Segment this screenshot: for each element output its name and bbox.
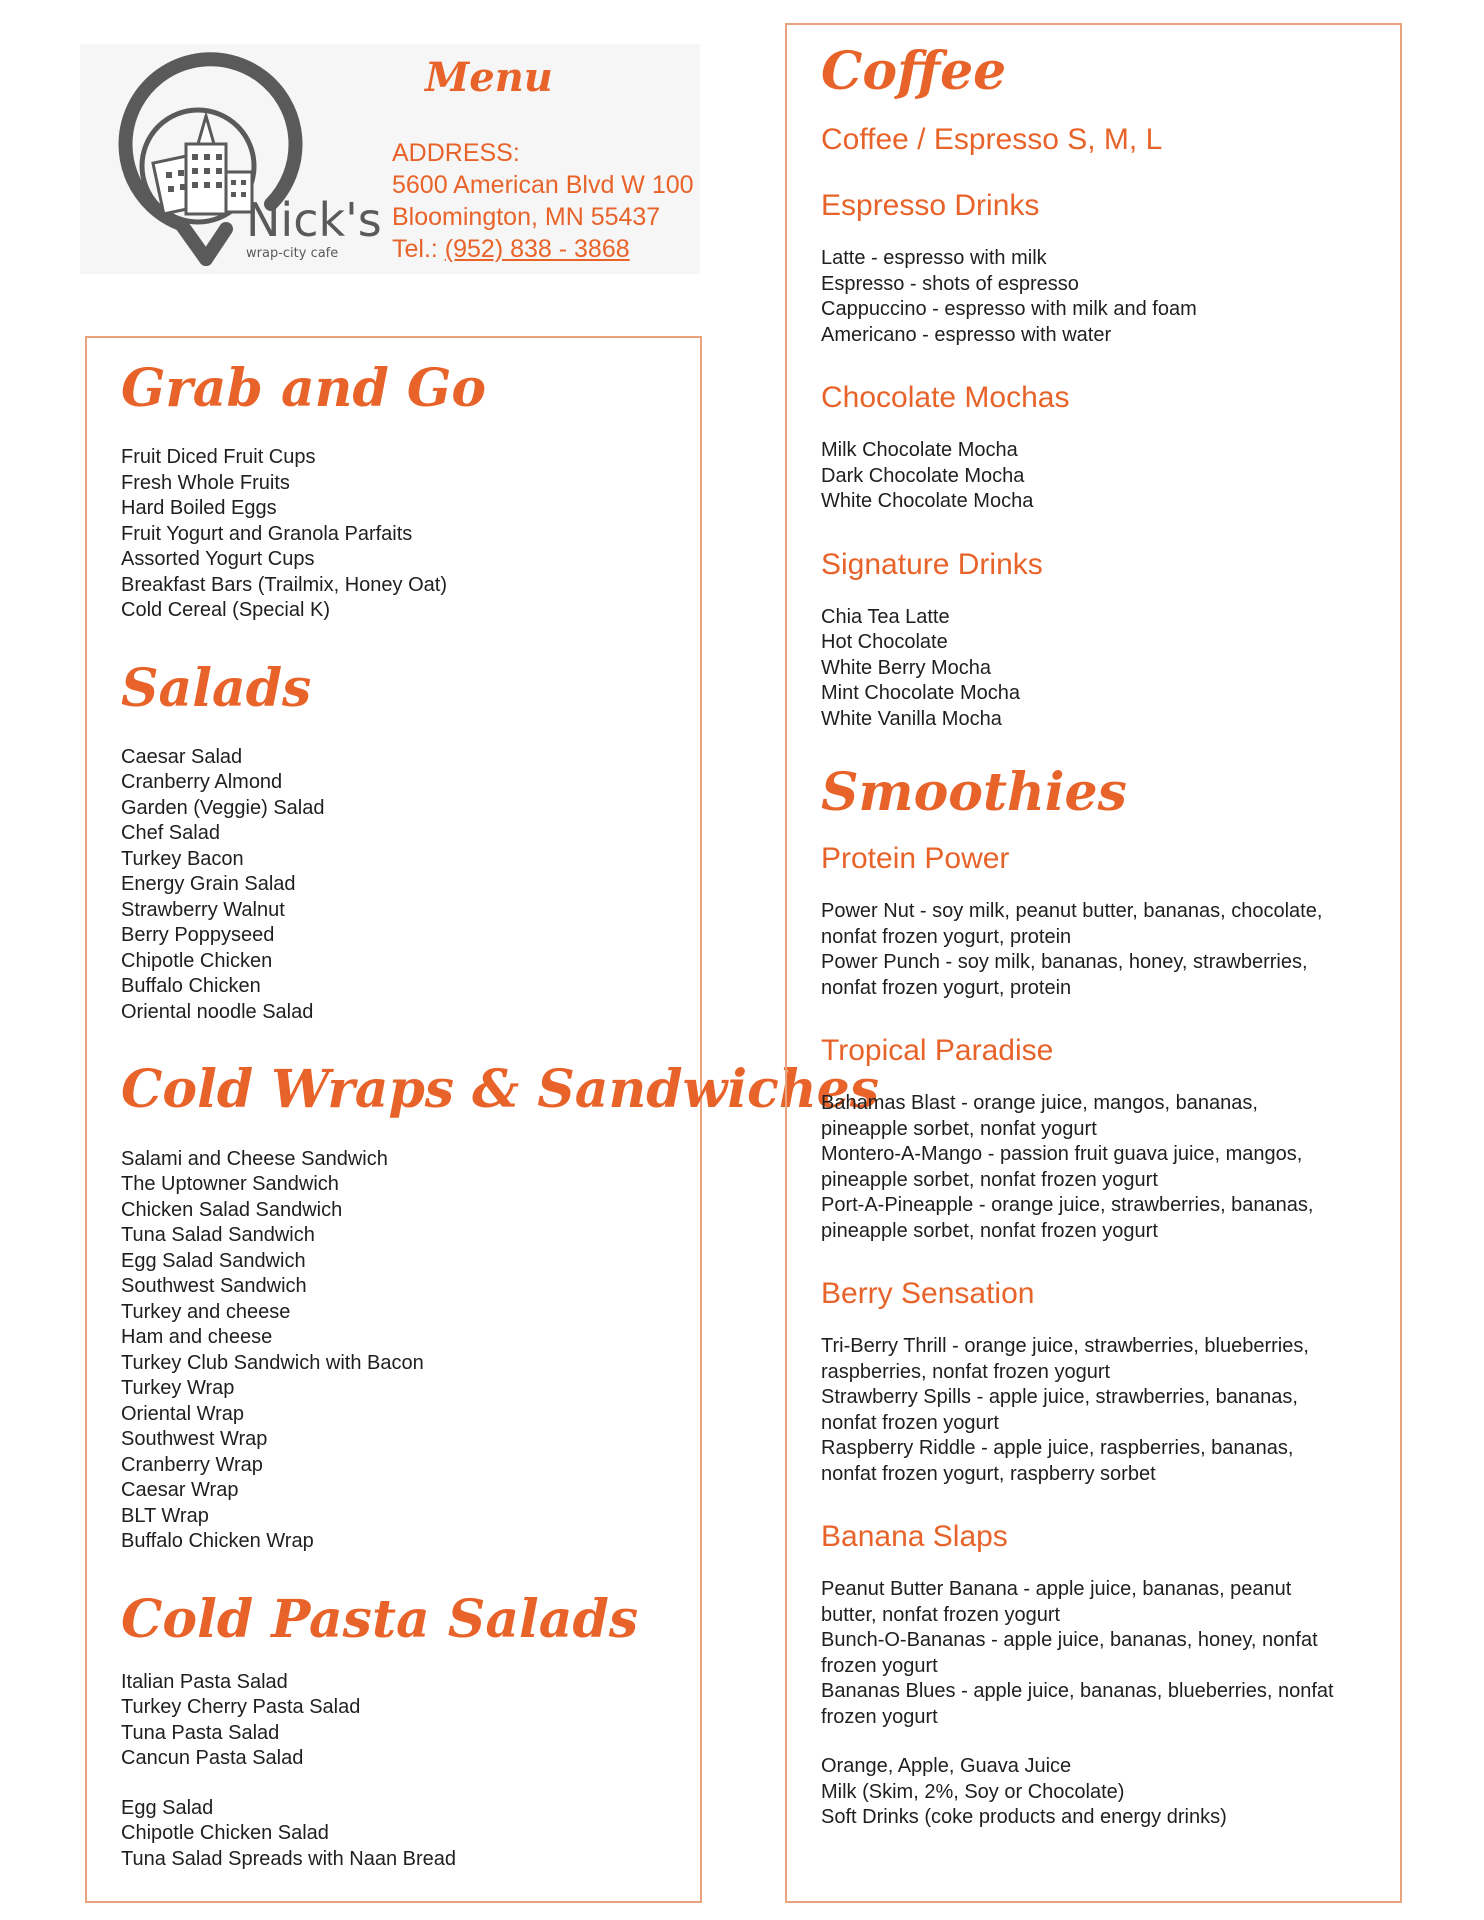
logo-tagline: wrap-city cafe bbox=[246, 246, 339, 261]
mochas-section bbox=[821, 380, 1381, 515]
header-logo-area bbox=[80, 44, 700, 274]
item-list bbox=[821, 1091, 1381, 1244]
menu-item: Salami and Cheese Sandwich bbox=[121, 1147, 388, 1170]
menu-item: Espresso - shots of espresso bbox=[821, 272, 1079, 295]
salads-section bbox=[121, 657, 681, 1026]
item-list bbox=[821, 246, 1381, 348]
menu-item: Energy Grain Salad bbox=[121, 873, 296, 896]
menu-item: Bahamas Blast - orange juice, mangos, bananas, bbox=[821, 1092, 1258, 1115]
menu-item: Southwest Wrap bbox=[121, 1428, 268, 1451]
tropical-section bbox=[821, 1033, 1381, 1244]
menu-item: Power Nut - soy milk, peanut butter, bananas, chocolate, bbox=[821, 900, 1323, 923]
banana-section bbox=[821, 1519, 1381, 1730]
menu-item: Montero-A-Mango - passion fruit guava juice, mangos, bbox=[821, 1143, 1303, 1166]
tel-link[interactable]: (952) 838 - 3868 bbox=[444, 235, 630, 263]
menu-item: Cappuccino - espresso with milk and foam bbox=[821, 298, 1197, 321]
menu-item: Fruit Yogurt and Granola Parfaits bbox=[121, 522, 413, 545]
menu-item: Latte - espresso with milk bbox=[821, 247, 1047, 270]
menu-item: Bananas Blues - apple juice, bananas, blueberries, nonfat bbox=[821, 1680, 1334, 1703]
menu-item: Egg Salad Sandwich bbox=[121, 1249, 306, 1272]
menu-item: Oriental Wrap bbox=[121, 1402, 245, 1425]
menu-item: Chicken Salad Sandwich bbox=[121, 1198, 343, 1221]
item-list bbox=[121, 1147, 681, 1555]
grab-and-go-section bbox=[121, 360, 681, 624]
menu-item: Turkey Club Sandwich with Bacon bbox=[121, 1351, 424, 1374]
menu-item: Egg Salad bbox=[121, 1796, 214, 1819]
menu-item: Cranberry Wrap bbox=[121, 1453, 263, 1476]
menu-item: Port-A-Pineapple - orange juice, strawberries, bananas, bbox=[821, 1194, 1314, 1217]
address-line1: 5600 American Blvd W 100 bbox=[392, 171, 694, 199]
subsection-title: Chocolate Mochas bbox=[821, 381, 1070, 415]
menu-item: Italian Pasta Salad bbox=[121, 1670, 288, 1693]
menu-item: Caesar Salad bbox=[121, 745, 243, 768]
menu-item: pineapple sorbet, nonfat yogurt bbox=[821, 1117, 1097, 1140]
item-list bbox=[121, 1796, 681, 1873]
menu-item: Cranberry Almond bbox=[121, 771, 283, 794]
menu-item: Turkey Bacon bbox=[121, 847, 244, 870]
subsection-title: Banana Slaps bbox=[821, 1520, 1008, 1554]
coffee-title: Coffee bbox=[821, 41, 1007, 102]
menu-item: Americano - espresso with water bbox=[821, 323, 1112, 346]
section-title: Salads bbox=[121, 657, 312, 719]
menu-item: Cancun Pasta Salad bbox=[121, 1747, 304, 1770]
menu-item: Chia Tea Latte bbox=[821, 605, 950, 628]
menu-item: BLT Wrap bbox=[121, 1504, 209, 1527]
menu-item: Mint Chocolate Mocha bbox=[821, 682, 1020, 705]
tel-line bbox=[392, 233, 694, 265]
menu-item: Hard Boiled Eggs bbox=[121, 497, 277, 520]
section-title: Cold Pasta Salads bbox=[121, 1588, 639, 1650]
menu-item: nonfat frozen yogurt, raspberry sorbet bbox=[821, 1462, 1156, 1485]
menu-item: Berry Poppyseed bbox=[121, 924, 275, 947]
menu-item: Assorted Yogurt Cups bbox=[121, 548, 315, 571]
menu-item: Fruit Diced Fruit Cups bbox=[121, 446, 316, 469]
subsection-title: Espresso Drinks bbox=[821, 189, 1040, 223]
menu-item: Tuna Pasta Salad bbox=[121, 1721, 280, 1744]
menu-item: Hot Chocolate bbox=[821, 631, 948, 654]
menu-item: raspberries, nonfat frozen yogurt bbox=[821, 1360, 1111, 1383]
menu-item: butter, nonfat frozen yogurt bbox=[821, 1603, 1061, 1626]
subsection-title: Protein Power bbox=[821, 842, 1010, 876]
menu-item: pineapple sorbet, nonfat frozen yogurt bbox=[821, 1219, 1158, 1242]
protein-section bbox=[821, 841, 1381, 1001]
menu-item: Caesar Wrap bbox=[121, 1479, 239, 1502]
menu-item: Buffalo Chicken Wrap bbox=[121, 1530, 314, 1553]
menu-item: Strawberry Walnut bbox=[121, 898, 285, 921]
menu-item: nonfat frozen yogurt, protein bbox=[821, 976, 1072, 999]
food-menu-box bbox=[85, 336, 879, 1903]
address-line2: Bloomington, MN 55437 bbox=[392, 203, 661, 231]
logo-name: Nick's bbox=[246, 193, 382, 247]
menu-item: Tuna Salad Sandwich bbox=[121, 1224, 315, 1247]
menu-item: Garden (Veggie) Salad bbox=[121, 796, 325, 819]
item-list bbox=[121, 445, 681, 624]
menu-item: nonfat frozen yogurt bbox=[821, 1411, 999, 1434]
item-list bbox=[821, 438, 1381, 515]
other-drinks-list bbox=[821, 1754, 1381, 1831]
menu-item: Peanut Butter Banana - apple juice, bananas, peanut bbox=[821, 1578, 1292, 1601]
coffee-sizes: Coffee / Espresso S, M, L bbox=[821, 123, 1163, 157]
item-list bbox=[821, 605, 1381, 733]
item-list bbox=[821, 1577, 1381, 1730]
menu-item: Tuna Salad Spreads with Naan Bread bbox=[121, 1847, 457, 1870]
menu-item: Tri-Berry Thrill - orange juice, strawberries, blueberries, bbox=[821, 1335, 1309, 1358]
menu-item: Milk Chocolate Mocha bbox=[821, 439, 1018, 462]
menu-item: pineapple sorbet, nonfat frozen yogurt bbox=[821, 1168, 1158, 1191]
menu-item: nonfat frozen yogurt, protein bbox=[821, 925, 1072, 948]
menu-item: frozen yogurt bbox=[821, 1705, 938, 1728]
cold-pasta-section bbox=[121, 1588, 681, 1873]
section-title: Grab and Go bbox=[121, 358, 487, 419]
signature-section bbox=[821, 547, 1381, 733]
menu-item: Southwest Sandwich bbox=[121, 1275, 307, 1298]
item-list bbox=[121, 1670, 681, 1772]
item-list bbox=[821, 1334, 1381, 1487]
berry-section bbox=[821, 1276, 1381, 1487]
menu-item: Cold Cereal (Special K) bbox=[121, 599, 330, 622]
menu-item: Dark Chocolate Mocha bbox=[821, 464, 1025, 487]
nicks-logo-icon bbox=[86, 54, 382, 284]
drinks-menu-box bbox=[785, 23, 1402, 1903]
menu-item: Turkey Wrap bbox=[121, 1377, 235, 1400]
address-label: ADDRESS: bbox=[392, 139, 520, 167]
smoothies-title: Smoothies bbox=[821, 762, 1127, 824]
menu-item: Breakfast Bars (Trailmix, Honey Oat) bbox=[121, 573, 448, 596]
menu-item: Raspberry Riddle - apple juice, raspberries, bananas, bbox=[821, 1437, 1294, 1460]
menu-item: frozen yogurt bbox=[821, 1654, 938, 1677]
menu-item: Buffalo Chicken bbox=[121, 975, 261, 998]
menu-item: Turkey and cheese bbox=[121, 1300, 291, 1323]
menu-item: Fresh Whole Fruits bbox=[121, 471, 290, 494]
section-title: Cold Wraps & Sandwiches bbox=[121, 1059, 879, 1121]
item-list bbox=[821, 899, 1381, 1001]
subsection-title: Tropical Paradise bbox=[821, 1034, 1054, 1068]
menu-item: White Berry Mocha bbox=[821, 656, 992, 679]
menu-item: The Uptowner Sandwich bbox=[121, 1173, 339, 1196]
cold-wraps-section bbox=[121, 1059, 879, 1554]
menu-item: Milk (Skim, 2%, Soy or Chocolate) bbox=[821, 1780, 1125, 1803]
menu-title: Menu bbox=[425, 54, 553, 101]
menu-item: Turkey Cherry Pasta Salad bbox=[121, 1696, 361, 1719]
menu-item: Soft Drinks (coke products and energy drinks) bbox=[821, 1806, 1227, 1829]
menu-item: Chef Salad bbox=[121, 822, 220, 845]
espresso-section bbox=[821, 188, 1381, 348]
menu-item: White Chocolate Mocha bbox=[821, 490, 1034, 513]
menu-item: Strawberry Spills - apple juice, strawberries, bananas, bbox=[821, 1386, 1298, 1409]
menu-item: Power Punch - soy milk, bananas, honey, strawberries, bbox=[821, 951, 1308, 974]
menu-item: Bunch-O-Bananas - apple juice, bananas, honey, nonfat bbox=[821, 1629, 1318, 1652]
item-list bbox=[121, 745, 681, 1026]
menu-item: Oriental noodle Salad bbox=[121, 1000, 314, 1023]
menu-item: Chipotle Chicken bbox=[121, 949, 273, 972]
tel-label: Tel.: bbox=[392, 235, 445, 263]
subsection-title: Signature Drinks bbox=[821, 547, 1043, 581]
menu-item: White Vanilla Mocha bbox=[821, 707, 1002, 730]
menu-item: Orange, Apple, Guava Juice bbox=[821, 1755, 1072, 1778]
address-block bbox=[392, 137, 694, 265]
menu-item: Ham and cheese bbox=[121, 1326, 273, 1349]
subsection-title: Berry Sensation bbox=[821, 1277, 1035, 1311]
menu-item: Chipotle Chicken Salad bbox=[121, 1822, 329, 1845]
